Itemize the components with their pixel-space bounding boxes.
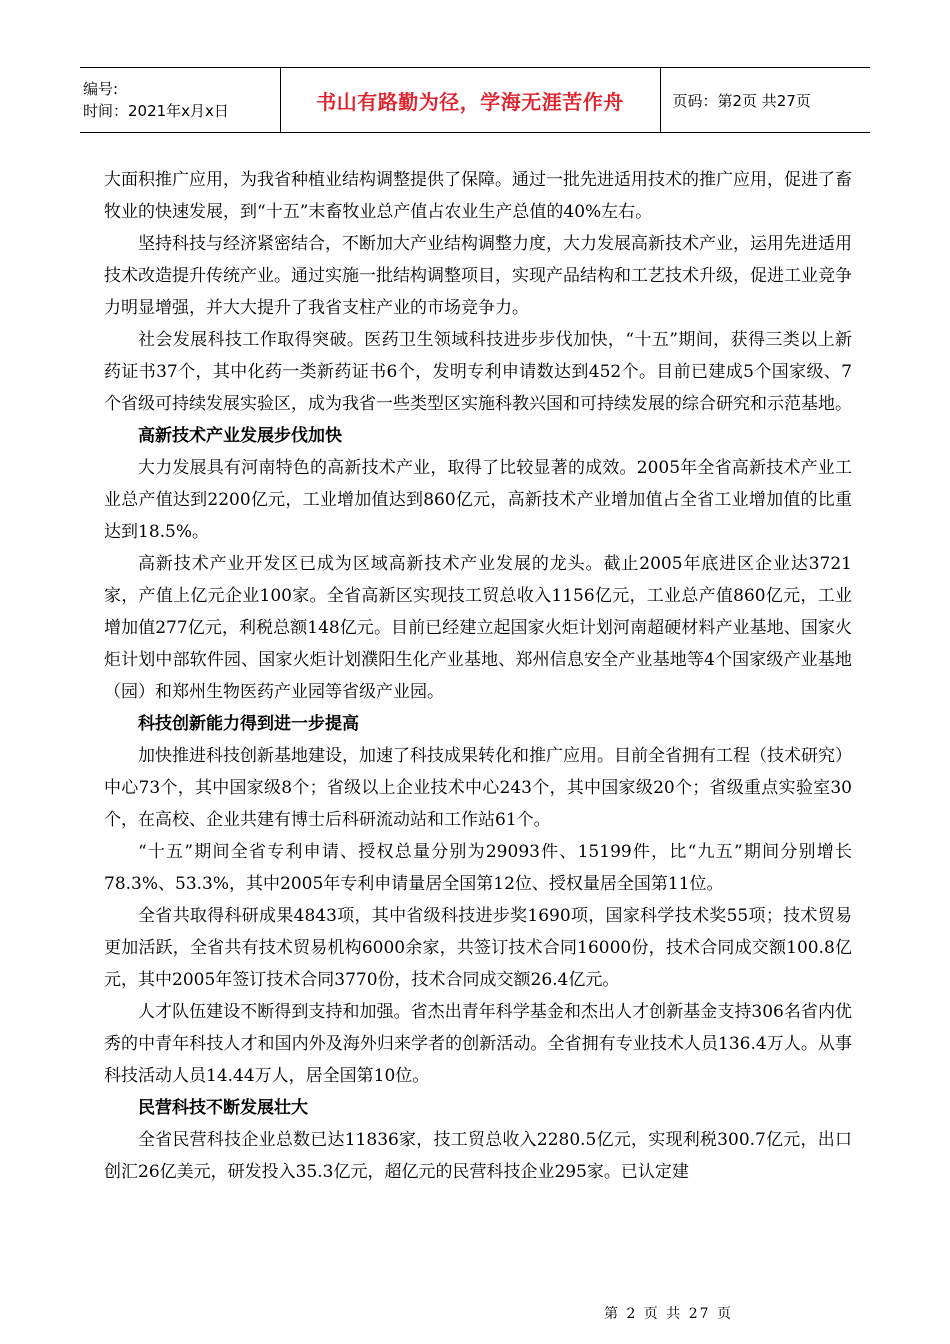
document-number: 编号: [83, 80, 119, 98]
paragraph: 全省共取得科研成果4843项，其中省级科技进步奖1690项，国家科学技术奖55项；技术贸易更加活跃，全省共有技术贸易机构6000余家，共签订技术合同16000份，技术合同成交额100.8亿元，其中2005年签订技术合同3770份，技术合同成交额26.4亿元。 [104, 906, 852, 990]
document-time: 时间：2021年x月x日 [83, 102, 229, 120]
section-heading: 民营科技不断发展壮大 [138, 1098, 308, 1118]
paragraph: 全省民营科技企业总数已达11836家，技工贸总收入2280.5亿元，实现利税300.7亿元，出口创汇26亿美元，研发投入35.3亿元，超亿元的民营科技企业295家。已认定建 [104, 1130, 852, 1182]
paragraph: 大面积推广应用，为我省种植业结构调整提供了保障。通过一批先进适用技术的推广应用，促进了畜牧业的快速发展，到“十五”末畜牧业总产值占农业生产总值的40%左右。 [104, 170, 852, 222]
header-page-info: 页码：第2页 共27页 [660, 68, 870, 133]
page-header [80, 67, 870, 133]
paragraph: 高新技术产业开发区已成为区域高新技术产业发展的龙头。截止2005年底进区企业达3721家，产值上亿元企业100家。全省高新区实现技工贸总收入1156亿元，工业总产值860亿元，工业增加值277亿元，利税总额148亿元。目前已经建立起国家火炬计划河南超硬材料产业基地、国家火炬计划中部软件园、国家火炬计划濮阳生化产业基地、郑州信息安全产业基地等4个国家级产业基地（园）和郑州生物医药产业园等省级产业园。 [104, 554, 852, 702]
paragraph: 社会发展科技工作取得突破。医药卫生领域科技进步步伐加快，“十五”期间，获得三类以上新药证书37个，其中化药一类新药证书6个，发明专利申请数达到452个。目前已建成5个国家级、7个省级可持续发展实验区，成为我省一些类型区实施科教兴国和可持续发展的综合研究和示范基地。 [104, 330, 852, 414]
paragraph: 大力发展具有河南特色的高新技术产业，取得了比较显著的成效。2005年全省高新技术产业工业总产值达到2200亿元，工业增加值达到860亿元，高新技术产业增加值占全省工业增加值的比重达到18.5%。 [104, 458, 852, 542]
page-footer: 第 2 页 共 27 页 [604, 1306, 733, 1322]
header-meta [80, 68, 280, 133]
section-heading: 高新技术产业发展步伐加快 [138, 426, 342, 446]
paragraph: “十五”期间全省专利申请、授权总量分别为29093件、15199件，比“九五”期间分别增长78.3%、53.3%，其中2005年专利申请量居全国第12位、授权量居全国第11位。 [104, 842, 852, 894]
paragraph: 加快推进科技创新基地建设，加速了科技成果转化和推广应用。目前全省拥有工程（技术研究）中心73个，其中国家级8个；省级以上企业技术中心243个，其中国家级20个；省级重点实验室30个，在高校、企业共建有博士后科研流动站和工作站61个。 [104, 746, 852, 830]
section-heading: 科技创新能力得到进一步提高 [138, 714, 359, 734]
header-motto: 书山有路勤为径，学海无涯苦作舟 [280, 68, 660, 133]
document-body [104, 164, 852, 1188]
paragraph: 人才队伍建设不断得到支持和加强。省杰出青年科学基金和杰出人才创新基金支持306名省内优秀的中青年科技人才和国内外及海外归来学者的创新活动。全省拥有专业技术人员136.4万人。从事科技活动人员14.44万人，居全国第10位。 [104, 1002, 852, 1086]
paragraph: 坚持科技与经济紧密结合，不断加大产业结构调整力度，大力发展高新技术产业，运用先进适用技术改造提升传统产业。通过实施一批结构调整项目，实现产品结构和工艺技术升级，促进工业竞争力明显增强，并大大提升了我省支柱产业的市场竞争力。 [104, 234, 852, 318]
